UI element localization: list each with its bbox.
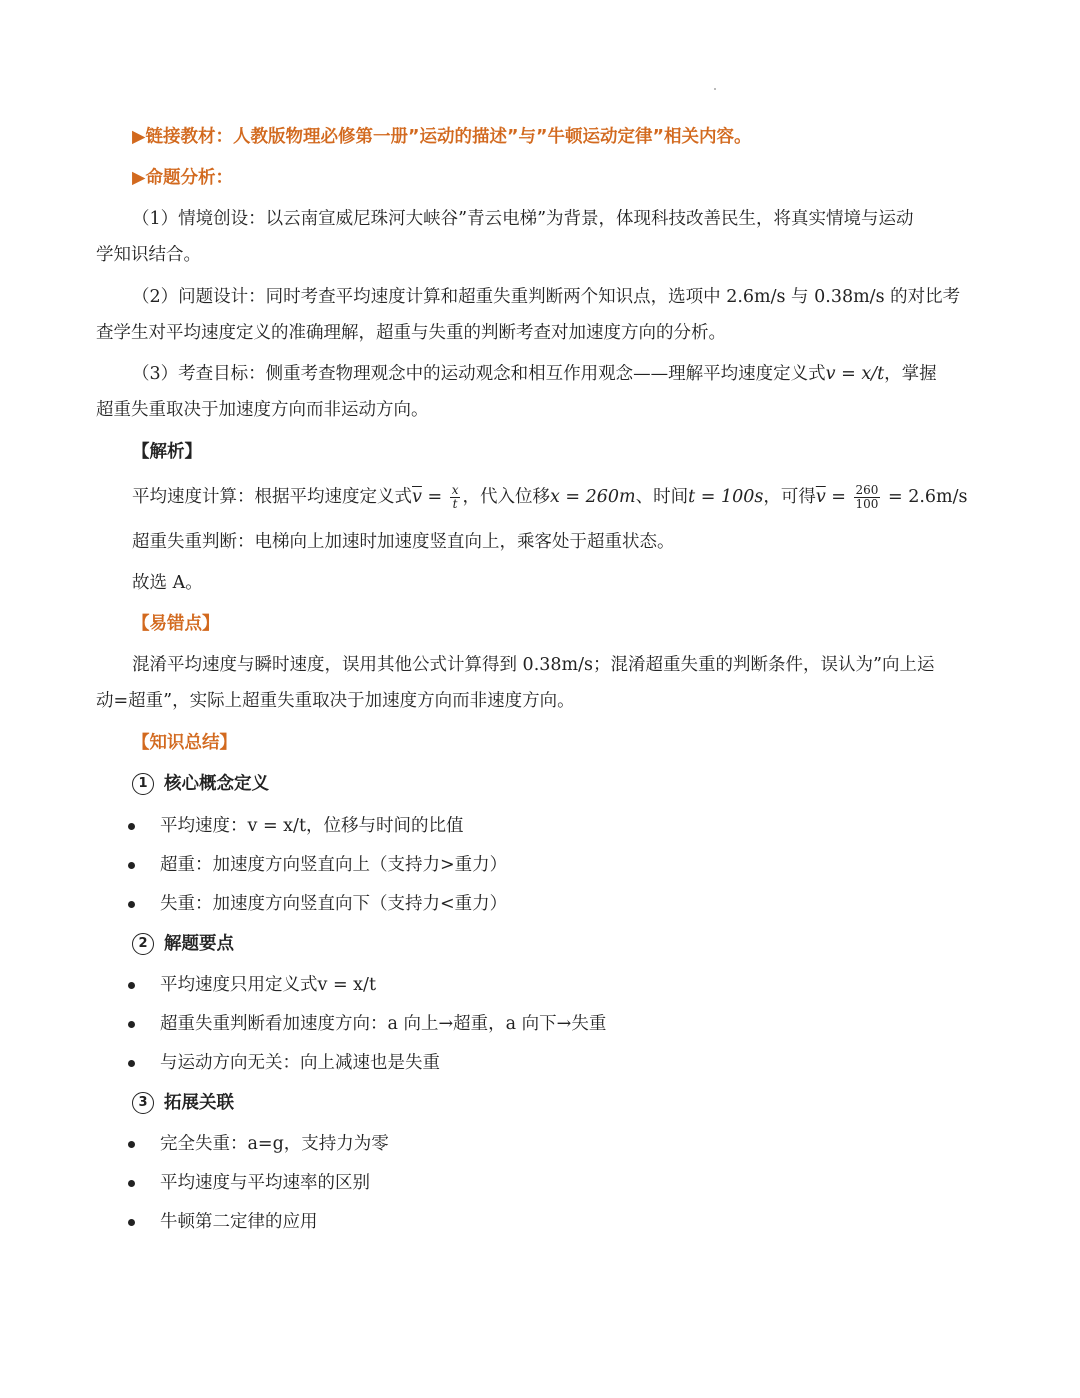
s2-item-1: 平均速度只用定义式v = x/t xyxy=(160,975,376,995)
textbook-link: ▶链接教材：人教版物理必修第一册”运动的描述”与”牛顿运动定律”相关内容。 xyxy=(132,127,752,147)
analysis-heading: ▶命题分析： xyxy=(132,168,233,188)
calc-text-a: 平均速度计算：根据平均速度定义式 xyxy=(132,487,412,507)
error-line2: 动=超重”，实际上超重失重取决于加速度方向而非速度方向。 xyxy=(96,691,575,711)
s1-item-2: 超重：加速度方向竖直向上（支持力>重力） xyxy=(160,855,508,875)
solution-calc-line xyxy=(132,479,1022,516)
p3-formula: v = x/t xyxy=(825,364,885,384)
calc-result: = 2.6m/s xyxy=(882,487,968,507)
analysis-p2-line2: 查学生对平均速度定义的准确理解，超重与失重的判断考查对加速度方向的分析。 xyxy=(96,323,726,343)
p3-text-a: （3）考查目标：侧重考查物理观念中的运动观念和相互作用观念——理解平均速度定义式 xyxy=(132,364,826,384)
circled-number-1: 1 xyxy=(132,773,154,795)
summary-section-2 xyxy=(132,926,1022,963)
summary-heading: 【知识总结】 xyxy=(132,733,237,753)
s1-item-1: 平均速度：v = x/t，位移与时间的比值 xyxy=(160,816,464,836)
analysis-p2-line1: （2）问题设计：同时考查平均速度计算和超重失重判断两个知识点，选项中 2.6m/s 与 0.38m/s 的对比考 xyxy=(132,287,961,307)
bullet-dot xyxy=(128,1021,135,1028)
summary-section-1 xyxy=(132,766,1022,803)
bullet-dot xyxy=(128,982,135,989)
fraction-x-over-t xyxy=(450,484,461,511)
analysis-p1-line2: 学知识结合。 xyxy=(96,245,201,265)
circled-number-3: 3 xyxy=(132,1092,154,1114)
fraction-260-over-100 xyxy=(854,484,881,511)
answer-line: 故选 A。 xyxy=(132,573,203,593)
p3-text-b: ，掌握 xyxy=(884,364,937,384)
error-line1: 混淆平均速度与瞬时速度，误用其他公式计算得到 0.38m/s；混淆超重失重的判断条件，误认为”向上运 xyxy=(132,655,935,675)
overweight-judgement: 超重失重判断：电梯向上加速时加速度竖直向上，乘客处于超重状态。 xyxy=(132,532,675,552)
calc-v-result: $\overline{v}$ xyxy=(815,487,826,507)
fraction-num-x: x xyxy=(451,483,459,497)
bullet-dot xyxy=(128,1219,135,1226)
calc-text-b: ，代入位移 xyxy=(462,487,550,507)
calc-eq: = xyxy=(421,487,448,507)
analysis-p3-line1 xyxy=(132,356,1022,393)
s2-item-3: 与运动方向无关：向上减速也是失重 xyxy=(160,1053,440,1073)
fraction-den-t: t xyxy=(452,497,458,511)
bullet-dot xyxy=(128,1060,135,1067)
s2-item-2: 超重失重判断看加速度方向：a 向上→超重，a 向下→失重 xyxy=(160,1014,607,1034)
bullet-dot xyxy=(128,1141,135,1148)
section-3-title: 拓展关联 xyxy=(164,1093,234,1113)
circled-number-2: 2 xyxy=(132,933,154,955)
s3-item-2: 平均速度与平均速率的区别 xyxy=(160,1173,370,1193)
s3-item-1: 完全失重：a=g，支持力为零 xyxy=(160,1134,389,1154)
calc-text-d: ，可得 xyxy=(763,487,816,507)
calc-time: t = 100s xyxy=(688,487,764,507)
fraction-num-260: 260 xyxy=(855,483,879,497)
s3-item-3: 牛顿第二定律的应用 xyxy=(160,1212,318,1232)
analysis-p3-line2: 超重失重取决于加速度方向而非运动方向。 xyxy=(96,400,429,420)
analysis-p1-line1: （1）情境创设：以云南宣威尼珠河大峡谷”青云电梯”为背景，体现科技改善民生，将真实情境与运动 xyxy=(132,209,914,229)
summary-section-3 xyxy=(132,1085,1022,1122)
calc-text-c: 、时间 xyxy=(635,487,689,507)
bullet-dot xyxy=(128,823,135,830)
error-heading: 【易错点】 xyxy=(132,614,220,634)
solution-heading: 【解析】 xyxy=(132,442,202,462)
calc-eq-2: = xyxy=(825,487,852,507)
calc-v: $\overline{v}$ xyxy=(412,487,422,507)
fraction-den-100: 100 xyxy=(855,497,879,511)
speck-mark xyxy=(714,88,716,90)
bullet-dot xyxy=(128,1180,135,1187)
calc-displacement: x = 260m xyxy=(549,487,636,507)
bullet-dot xyxy=(128,862,135,869)
s1-item-3: 失重：加速度方向竖直向下（支持力<重力） xyxy=(160,894,508,914)
section-1-title: 核心概念定义 xyxy=(164,774,269,794)
bullet-dot xyxy=(128,901,135,908)
section-2-title: 解题要点 xyxy=(164,934,234,954)
